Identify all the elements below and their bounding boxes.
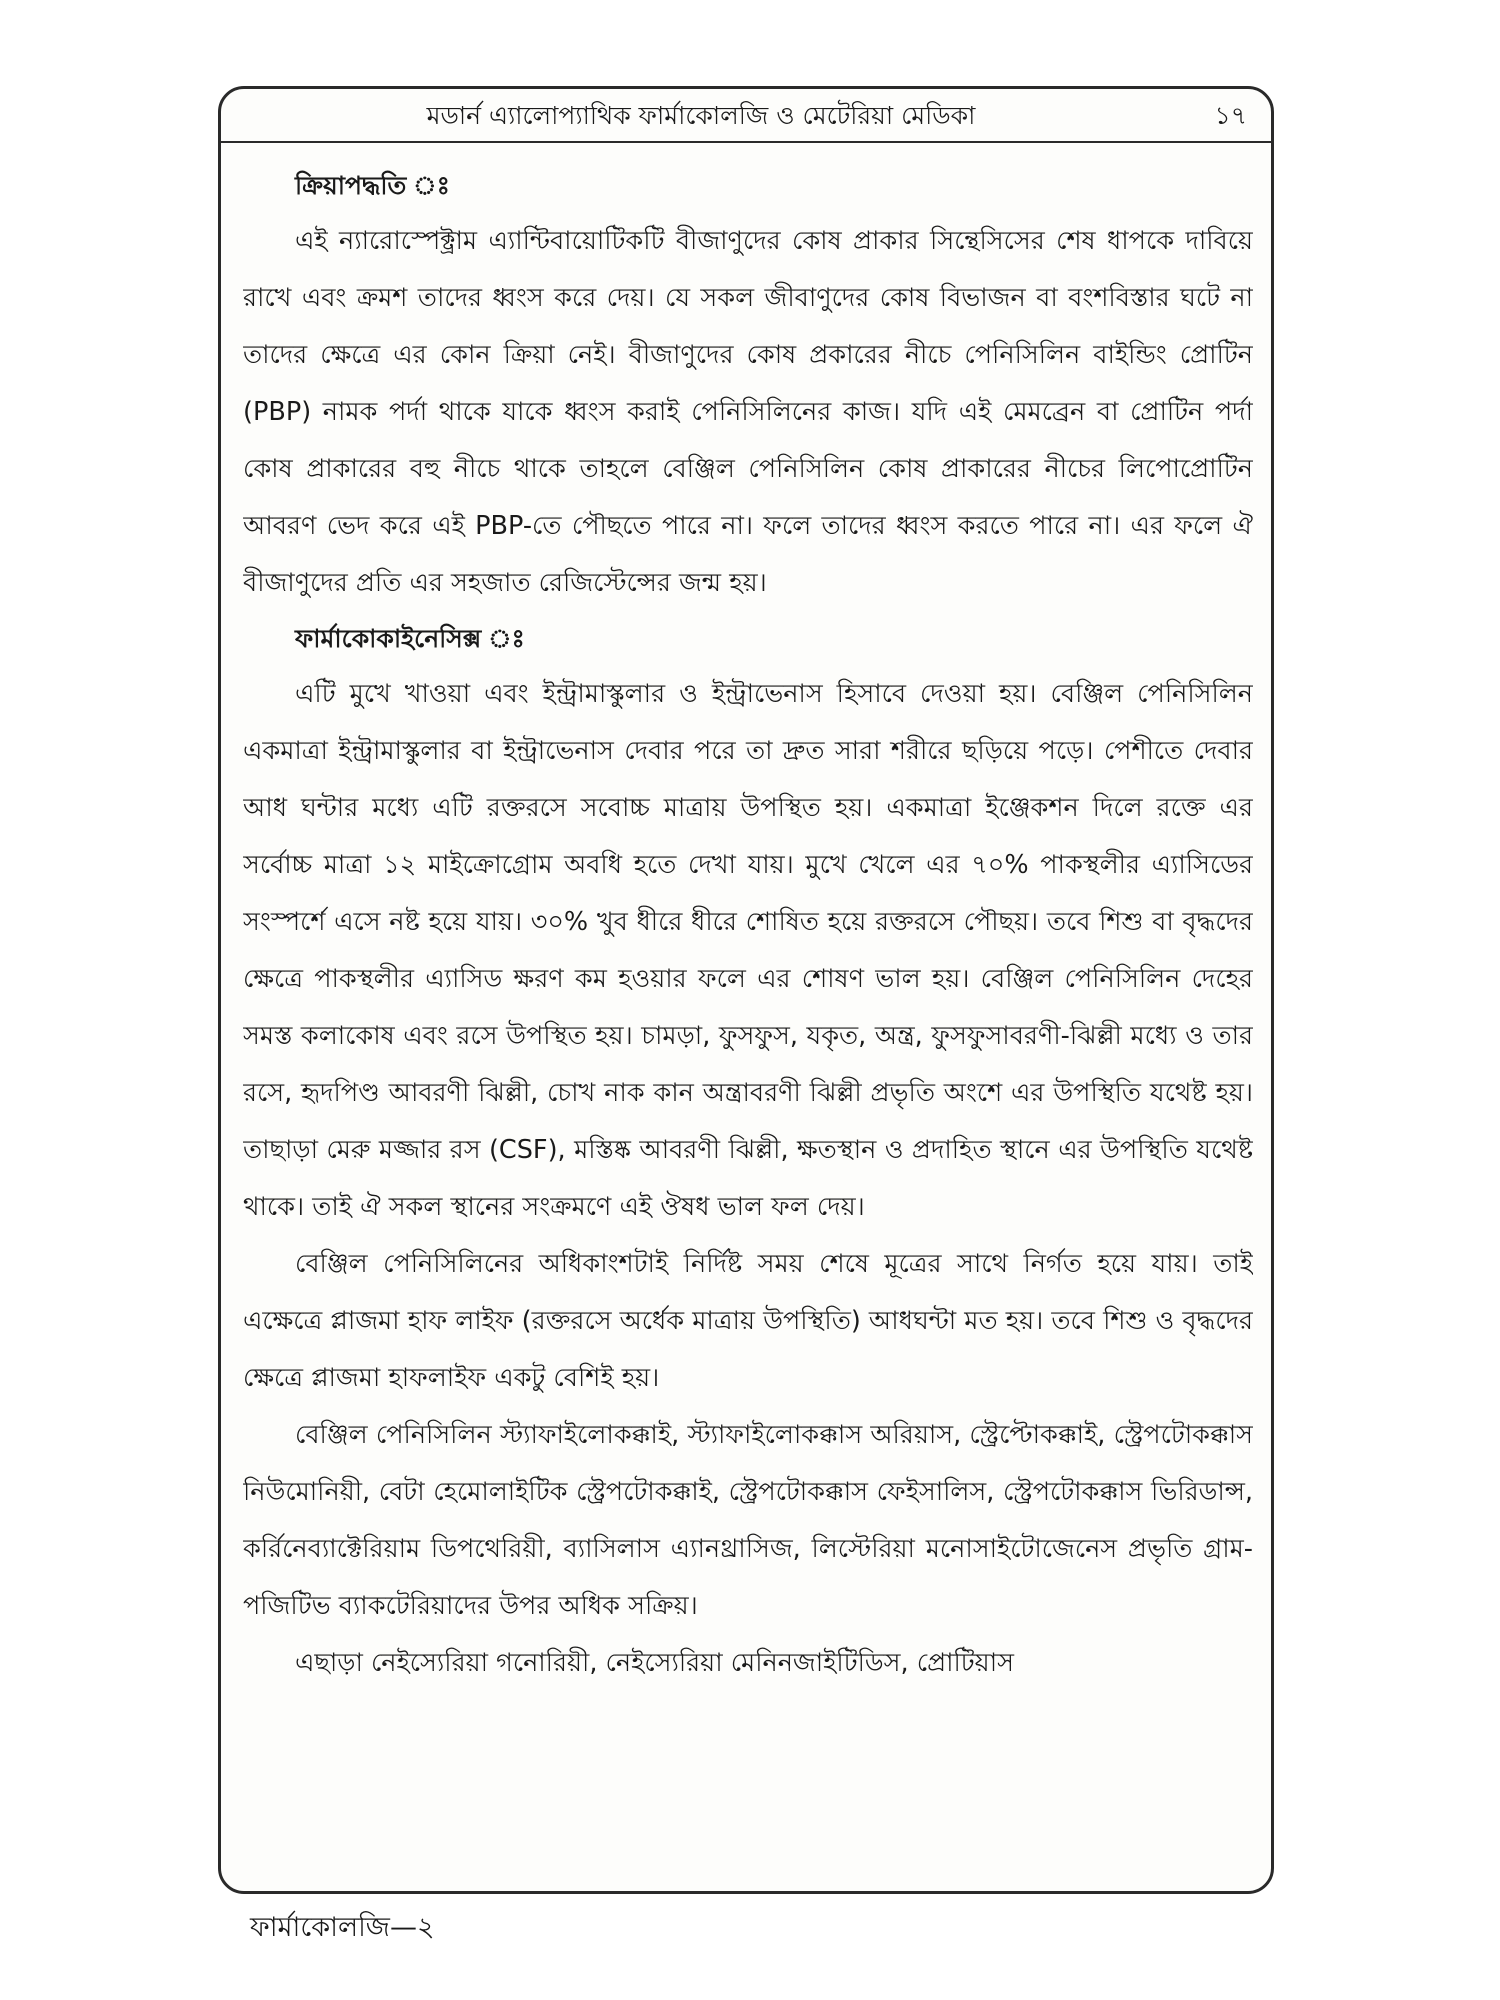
section-heading-mechanism: ক্রিয়াপদ্ধতি ঃ [295, 171, 450, 200]
running-title: মডার্ন এ্যালোপ্যাথিক ফার্মাকোলজি ও মেটেরিয়া মেডিকা [426, 101, 976, 130]
paragraph-absorption-distribution: এটি মুখে খাওয়া এবং ইন্ট্রামাস্কুলার ও ইন্ট্রাভেনাস হিসাবে দেওয়া হয়। বেঞ্জিল পেনিসিলিন একমাত্রা ইন্ট্রামাস্কুলার বা ইন্ট্রাভেনাস দেবার পরে তা দ্রুত সারা শরীরে ছড়িয়ে পড়ে। পেশীতে দেবার আধ ঘন্টার মধ্যে এটি রক্তরসে সবোচ্চ মাত্রায় উপস্থিত হয়। একমাত্রা ইঞ্জেকশন দিলে রক্তে এর সর্বোচ্চ মাত্রা ১২ মাইক্রোগ্রোম অবধি হতে দেখা যায়। মুখে খেলে এর ৭০% পাকস্থলীর এ্যাসিডের সংস্পর্শে এসে নষ্ট হয়ে যায়। ৩০% খুব ধীরে ধীরে শোষিত হয়ে রক্তরসে পৌছয়। তবে শিশু বা বৃদ্ধদের ক্ষেত্রে পাকস্থলীর এ্যাসিড ক্ষরণ কম হওয়ার ফলে এর শোষণ ভাল হয়। বেঞ্জিল পেনিসিলিন দেহের সমস্ত কলাকোষ এবং রসে উপস্থিত হয়। চামড়া, ফুসফুস, যকৃত, অন্ত্র, ফুসফুসাবরণী-ঝিল্লী মধ্যে ও তার রসে, হৃদপিণ্ড আবরণী ঝিল্লী, চোখ নাক কান অন্ত্রাবরণী ঝিল্লী প্রভৃতি অংশে এর উপস্থিতি যথেষ্ট হয়। তাছাড়া মেরু মজ্জার রস (CSF), মস্তিষ্ক আবরণী ঝিল্লী, ক্ষতস্থান ও প্রদাহিত স্থানে এর উপস্থিতি যথেষ্ট থাকে। তাই ঐ সকল স্থানের সংক্রমণে এই ঔষধ ভাল ফল দেয়। [243, 679, 1253, 1222]
section-heading-pharmacokinetics: ফার্মাকোকাইনেসিক্স ঃ [295, 624, 525, 653]
page-body [243, 159, 1253, 1877]
signature-mark: ফার্মাকোলজি—২ [250, 1912, 435, 1943]
paragraph-other-organisms: এছাড়া নেইস্যেরিয়া গনোরিয়ী, নেইস্যেরিয়া মেনিনজাইটিডিস, প্রোটিয়াস [295, 1648, 1014, 1678]
page-number: ১৭ [1214, 101, 1247, 130]
paragraph-gram-positive-spectrum: বেঞ্জিল পেনিসিলিন স্ট্যাফাইলোকক্কাই, স্ট্যাফাইলোকক্কাস অরিয়াস, স্ট্রেপ্টোকক্কাই, স্ট্রেপটোকক্কাস নিউমোনিয়ী, বেটা হেমোলাইটিক স্ট্রেপটোকক্কাই, স্ট্রেপটোকক্কাস ফেইসালিস, স্ট্রেপটোকক্কাস ভিরিডান্স, কর্রিনেব্যাক্টেরিয়াম ডিপথেরিয়ী, ব্যাসিলাস এ্যানথ্রাসিজ, লিস্টেরিয়া মনোসাইটোজেনেস প্রভৃতি গ্রাম-পজিটিভ ব্যাকটেরিয়াদের উপর অধিক সক্রিয়। [243, 1420, 1253, 1621]
paragraph-excretion: বেঞ্জিল পেনিসিলিনের অধিকাংশটাই নির্দিষ্ট সময় শেষে মূত্রের সাথে নির্গত হয়ে যায়। তাই এক্ষেত্রে প্লাজমা হাফ লাইফ (রক্তরসে অর্ধেক মাত্রায় উপস্থিতি) আধঘন্টা মত হয়। তবে শিশু ও বৃদ্ধদের ক্ষেত্রে প্লাজমা হাফলাইফ একটু বেশিই হয়। [243, 1249, 1253, 1393]
page-frame [218, 86, 1274, 1894]
page-header [221, 89, 1271, 143]
paragraph-mechanism: এই ন্যারোস্পেক্ট্রাম এ্যান্টিবায়োটিকটি বীজাণুদের কোষ প্রাকার সিন্থেসিসের শেষ ধাপকে দাবিয়ে রাখে এবং ক্রমশ তাদের ধ্বংস করে দেয়। যে সকল জীবাণুদের কোষ বিভাজন বা বংশবিস্তার ঘটে না তাদের ক্ষেত্রে এর কোন ক্রিয়া নেই। বীজাণুদের কোষ প্রকারের নীচে পেনিসিলিন বাইন্ডিং প্রোটিন (PBP) নামক পর্দা থাকে যাকে ধ্বংস করাই পেনিসিলিনের কাজ। যদি এই মেমব্রেন বা প্রোটিন পর্দা কোষ প্রাকারের বহু নীচে থাকে তাহলে বেঞ্জিল পেনিসিলিন কোষ প্রাকারের নীচের লিপোপ্রোটিন আবরণ ভেদ করে এই PBP-তে পৌছতে পারে না। ফলে তাদের ধ্বংস করতে পারে না। এর ফলে ঐ বীজাণুদের প্রতি এর সহজাত রেজিস্টেন্সের জন্ম হয়। [243, 226, 1253, 598]
